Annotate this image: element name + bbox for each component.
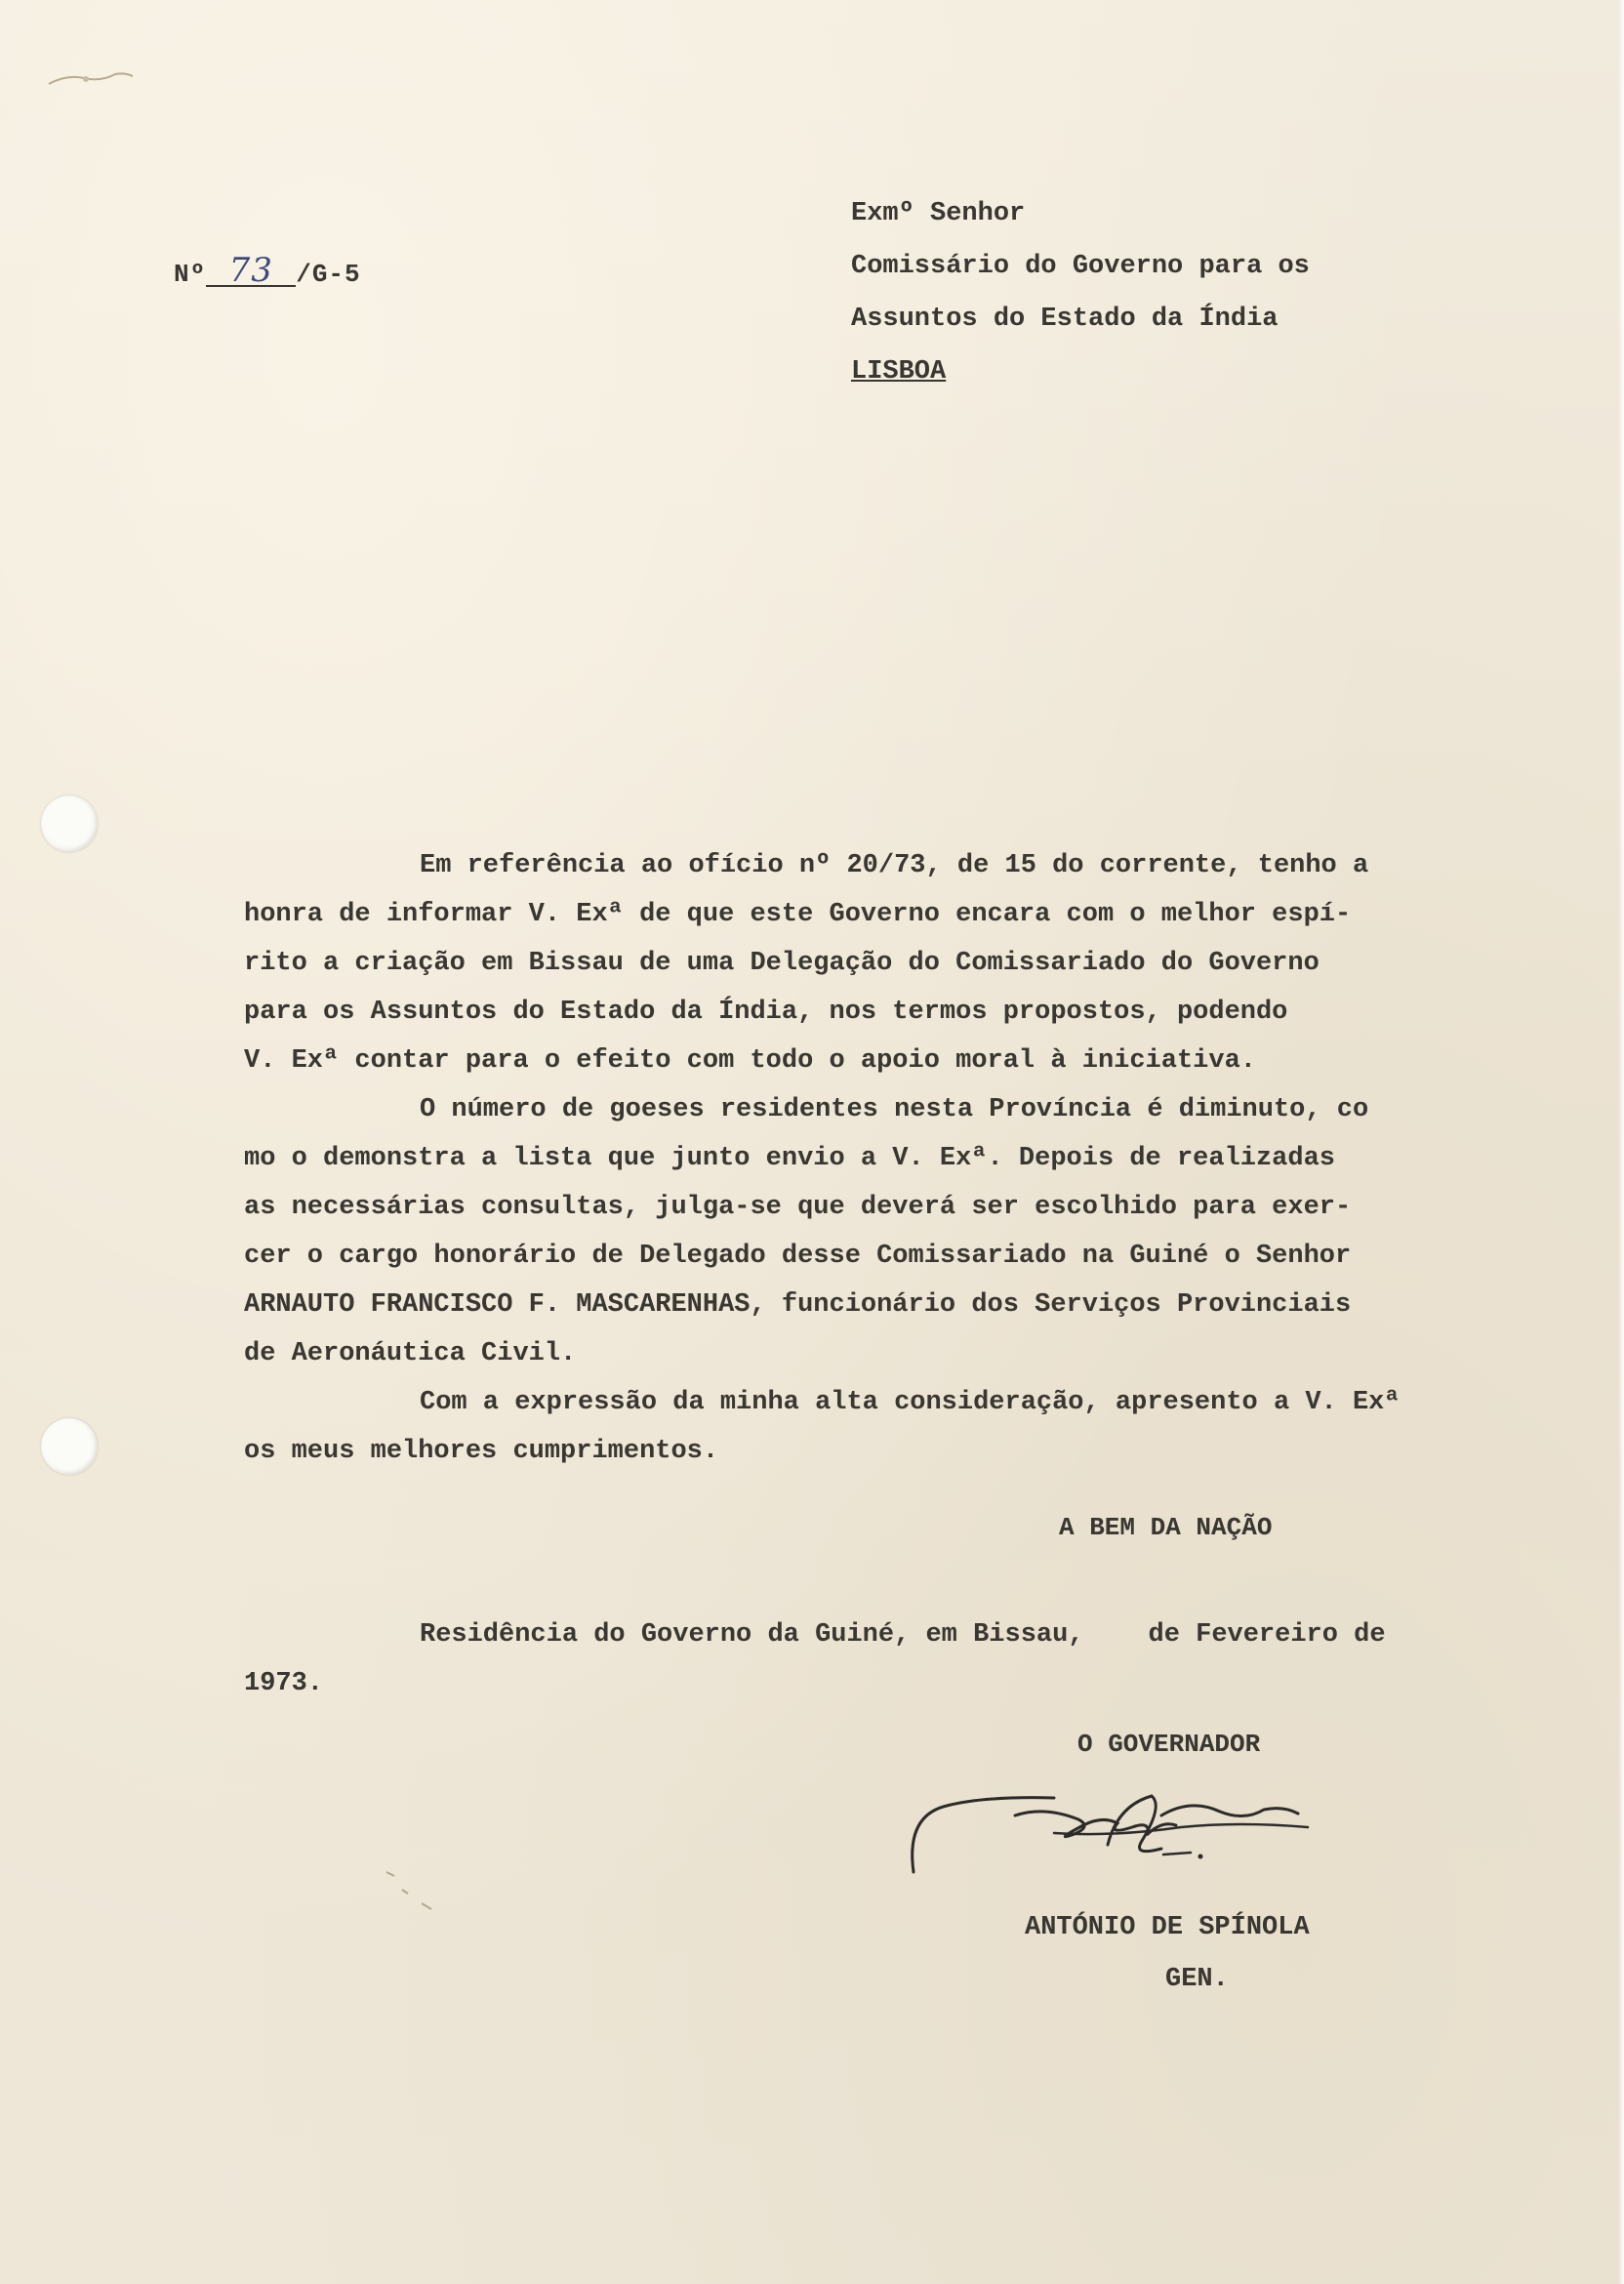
letter-body [244, 841, 1503, 1476]
signatory-rank: GEN. [1165, 1965, 1229, 1994]
body-line: ARNAUTO FRANCISCO F. MASCARENHAS, funcionário dos Serviços Provinciais [244, 1290, 1352, 1320]
place-and-date [244, 1611, 1513, 1708]
date-month: de Fevereiro de [1148, 1620, 1386, 1650]
date-year: 1973. [244, 1669, 324, 1698]
recipient-salutation: Exmº Senhor [851, 199, 1026, 228]
reference-prefix: Nº [174, 260, 207, 289]
body-line: honra de informar V. Exª de que este Governo encara com o melhor espí- [244, 900, 1352, 929]
body-line: para os Assuntos do Estado da Índia, nos termos propostos, podendo [244, 998, 1288, 1027]
signatory-name: ANTÓNIO DE SPÍNOLA [1025, 1913, 1310, 1942]
body-line: V. Exª contar para o efeito com todo o apoio moral à iniciativa. [244, 1046, 1256, 1076]
body-line: mo o demonstra a lista que junto envio a V. Exª. Depois de realizadas [244, 1144, 1335, 1173]
body-line: os meus melhores cumprimentos. [244, 1437, 719, 1466]
body-line: O número de goeses residentes nesta Província é diminuto, co [420, 1095, 1369, 1124]
place: Residência do Governo da Guiné, em Bissau, [420, 1620, 1084, 1650]
reference-number [174, 251, 361, 290]
body-line: Em referência ao ofício nº 20/73, de 15 do corrente, tenho a [420, 851, 1369, 880]
paper-blemish [47, 68, 135, 90]
handwritten-signature [908, 1776, 1337, 1884]
closing-formula: A BEM DA NAÇÃO [1059, 1513, 1273, 1542]
reference-suffix: /G-5 [296, 260, 361, 289]
body-line: cer o cargo honorário de Delegado desse Comissariado na Guiné o Senhor [244, 1242, 1352, 1271]
recipient-line-2: Assuntos do Estado da Índia [851, 305, 1279, 334]
punch-hole-bottom [41, 1418, 98, 1475]
paper-edge [1618, 0, 1624, 2284]
body-line: de Aeronáutica Civil. [244, 1339, 577, 1368]
punch-hole-top [41, 795, 98, 852]
paper-blemish [383, 1866, 451, 1915]
body-line: rito a criação em Bissau de uma Delegação do Comissariado do Governo [244, 949, 1320, 978]
body-line: as necessárias consultas, julga-se que deverá ser escolhido para exer- [244, 1193, 1352, 1222]
signature-title: O GOVERNADOR [1077, 1730, 1261, 1759]
recipient-line-1: Comissário do Governo para os [851, 252, 1310, 281]
body-line: Com a expressão da minha alta consideração, apresento a V. Exª [420, 1388, 1401, 1417]
reference-handwritten-number: 73 [206, 256, 296, 287]
recipient-city: LISBOA [851, 357, 947, 387]
recipient-address [851, 187, 1310, 398]
